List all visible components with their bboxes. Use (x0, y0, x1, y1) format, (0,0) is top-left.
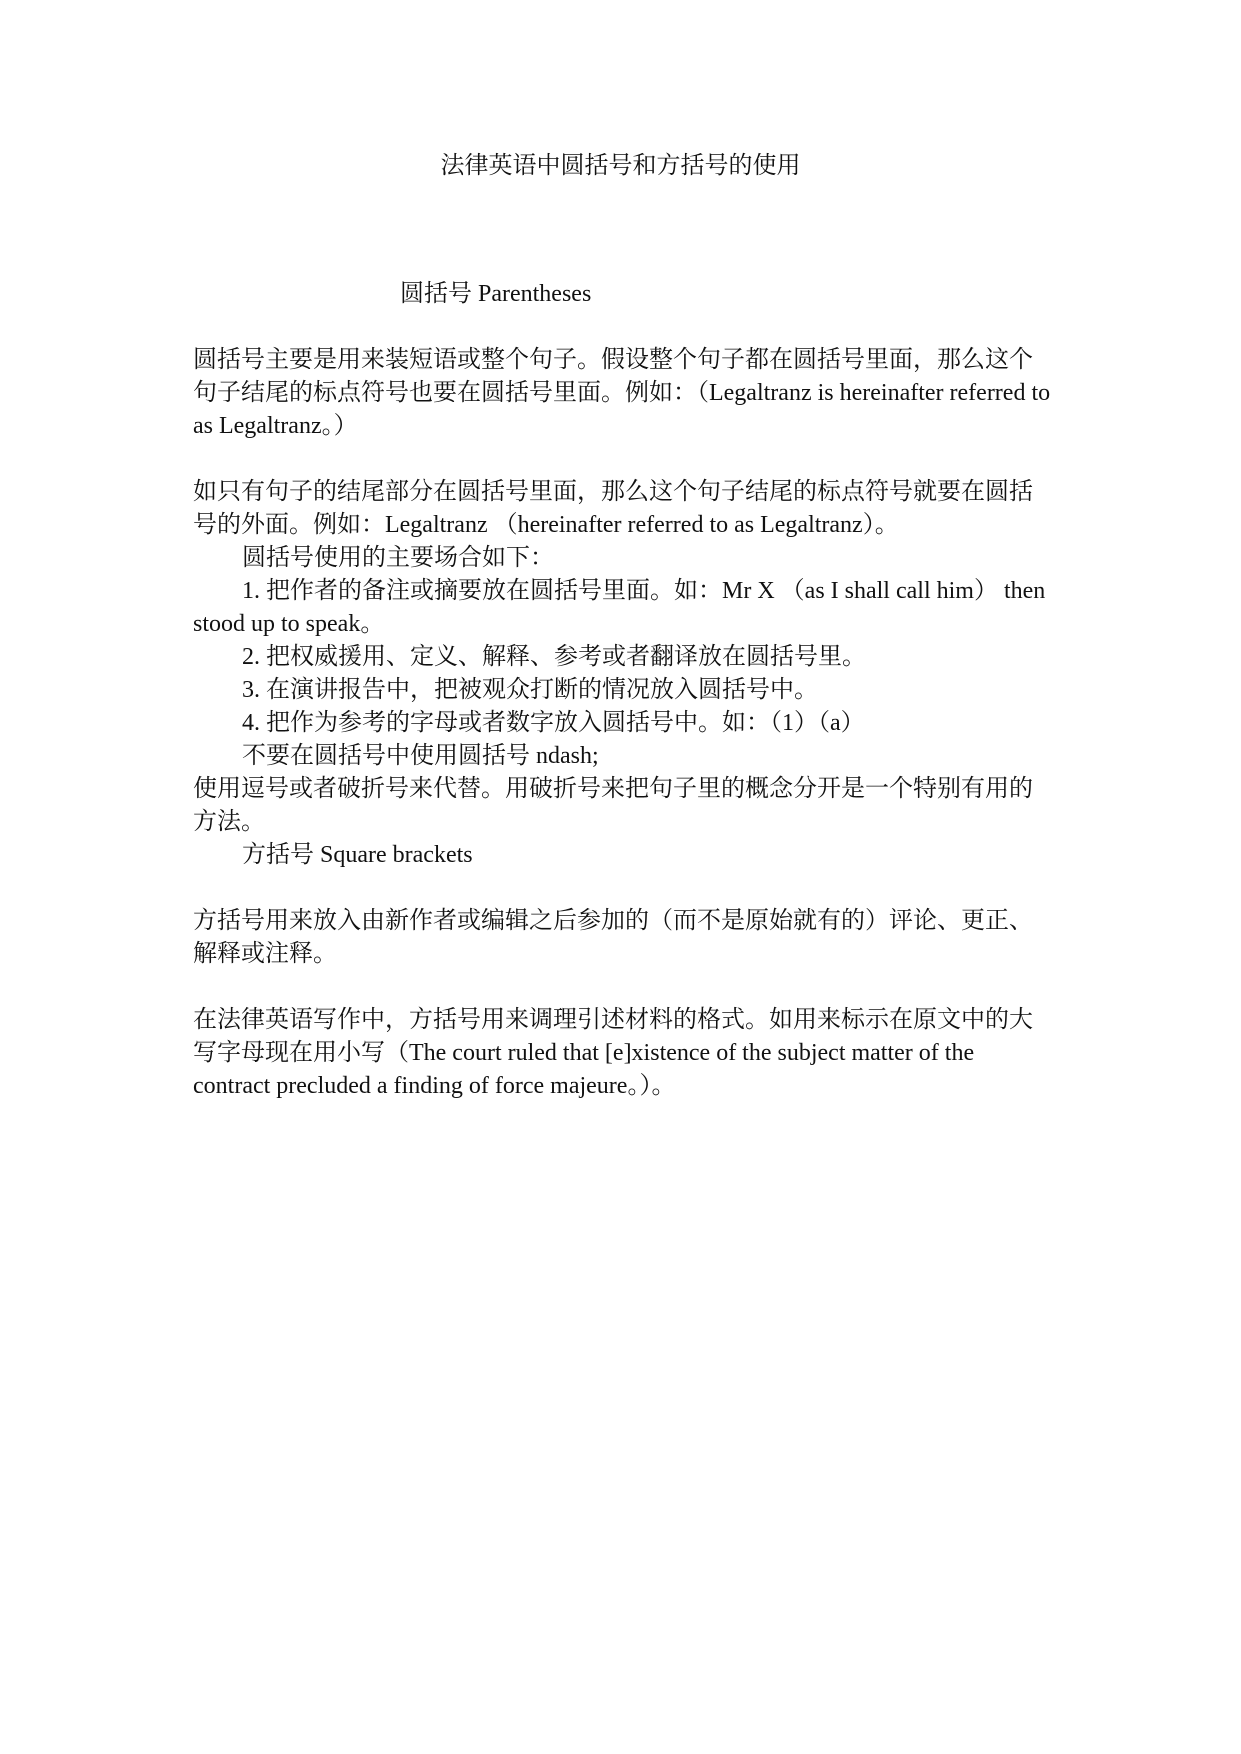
spacer (193, 443, 1053, 476)
list-item-4: 4. 把作为参考的字母或者数字放入圆括号中。如：（1）（a） (242, 710, 865, 736)
paragraph-4: 不要在圆括号中使用圆括号 ndash; (242, 743, 599, 769)
spacer (193, 311, 1053, 344)
paragraph-5: 使用逗号或者破折号来代替。用破折号来把句子里的概念分开是一个特别有用的方法。 (193, 776, 1033, 835)
list-item-1: 1. 把作者的备注或摘要放在圆括号里面。如：Mr X （as I shall call him） then stood up to speak。 (193, 578, 1046, 637)
section-heading-square-brackets: 方括号 Square brackets (242, 842, 473, 868)
list-item-3: 3. 在演讲报告中，把被观众打断的情况放入圆括号中。 (242, 677, 818, 703)
section-heading-parentheses: 圆括号 Parentheses (400, 281, 592, 307)
paragraph-3: 圆括号使用的主要场合如下： (242, 545, 554, 571)
spacer (193, 971, 1053, 1004)
document-body (193, 278, 1053, 1103)
paragraph-2: 如只有句子的结尾部分在圆括号里面，那么这个句子结尾的标点符号就要在圆括号的外面。例如：Legaltranz （hereinafter referred to as Legaltranz）。 (193, 479, 1033, 538)
paragraph-1: 圆括号主要是用来装短语或整个句子。假设整个句子都在圆括号里面，那么这个句子结尾的标点符号也要在圆括号里面。例如：（Legaltranz is hereinafter referred to as Legaltranz。） (193, 347, 1051, 439)
paragraph-6: 方括号用来放入由新作者或编辑之后参加的（而不是原始就有的）评论、更正、解释或注释。 (193, 908, 1033, 967)
document-title: 法律英语中圆括号和方括号的使用 (440, 153, 801, 179)
paragraph-7: 在法律英语写作中，方括号用来调理引述材料的格式。如用来标示在原文中的大写字母现在用小写（The court ruled that [e]xistence of the subject matter of the contract precluded a finding of force majeure。）。 (193, 1007, 1033, 1099)
spacer (193, 872, 1053, 905)
list-item-2: 2. 把权威援用、定义、解释、参考或者翻译放在圆括号里。 (242, 644, 866, 670)
